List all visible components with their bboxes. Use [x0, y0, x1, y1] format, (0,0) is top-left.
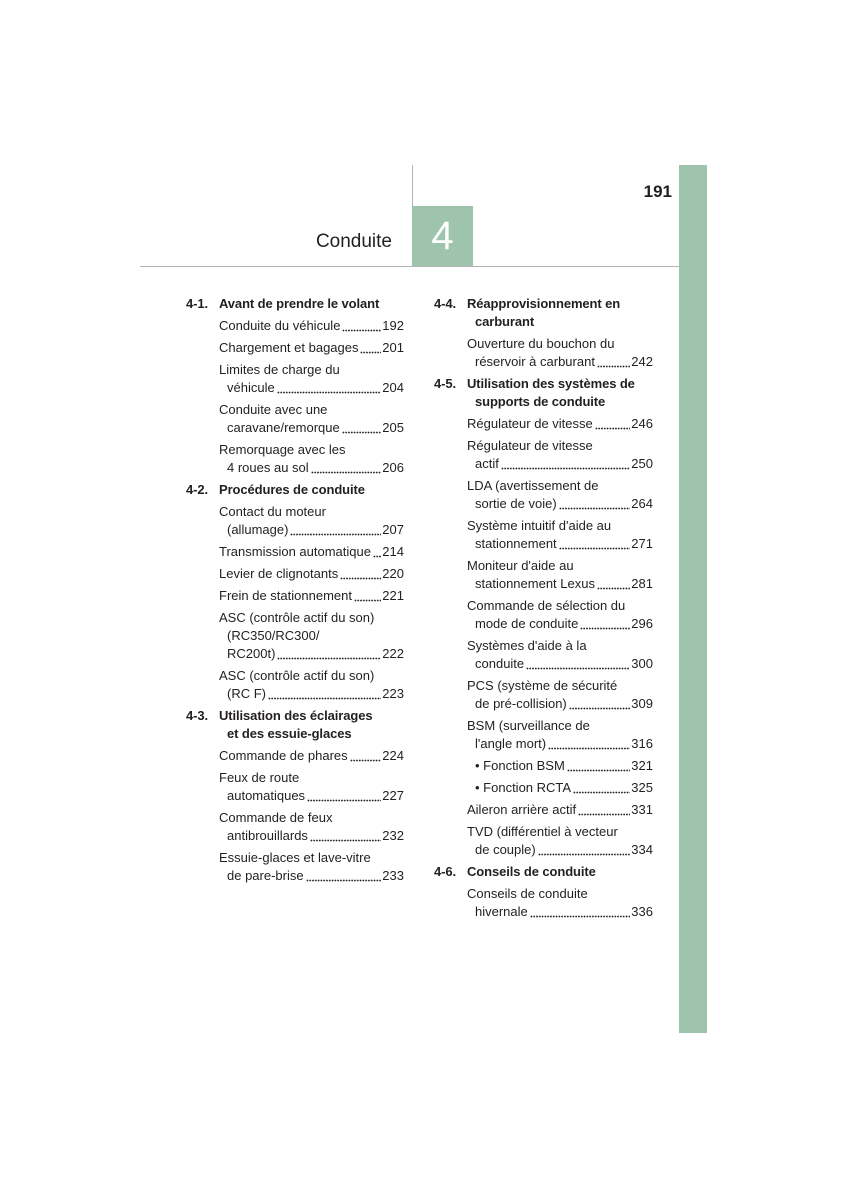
entry-lead-line: [467, 695, 653, 713]
section-title-line: carburant: [475, 314, 535, 329]
entry-lead-line: [219, 521, 404, 539]
section-title: [434, 375, 653, 411]
toc-section: [434, 295, 653, 371]
toc-entry: [434, 437, 653, 473]
entry-page-number: 204: [382, 380, 404, 395]
entry-page-number: 334: [631, 842, 653, 857]
entry-text: Frein de stationnement: [219, 588, 352, 603]
entry-page-number: 221: [382, 588, 404, 603]
leader-dots: [530, 903, 631, 921]
leader-dots: [340, 565, 381, 583]
chapter-divider-line: [412, 165, 413, 206]
section-heading: [186, 295, 404, 313]
leader-dots: [268, 685, 381, 703]
page-number: 191: [643, 182, 672, 201]
entry-lead-line: [467, 801, 653, 819]
entry-text: stationnement Lexus: [475, 576, 595, 591]
entry-text: Transmission automatique: [219, 544, 371, 559]
entry-text: sortie de voie): [475, 496, 557, 511]
entry-page-number: 264: [631, 496, 653, 511]
leader-dots: [310, 827, 381, 845]
toc-column-left: [186, 295, 404, 889]
chapter-thumb-tab: [679, 165, 707, 1033]
section-title: [186, 707, 404, 743]
entry-lead-line: [467, 841, 653, 859]
chapter-number-box: [412, 206, 473, 266]
toc-entry: [186, 587, 404, 605]
toc-entry: [434, 885, 653, 921]
entry-page-number: 233: [382, 868, 404, 883]
toc-entry: [186, 441, 404, 477]
entry-lead-line: [219, 747, 404, 765]
section-title-line: Utilisation des éclairages: [219, 708, 373, 723]
entry-text: Conduite avec une: [219, 402, 328, 417]
entry-lead-line: [467, 655, 653, 673]
toc-entry: [186, 747, 404, 765]
entry-text: Moniteur d'aide au: [467, 558, 574, 573]
entry-text: ASC (contrôle actif du son): [219, 668, 375, 683]
section-number: 4-1.: [186, 296, 209, 311]
entry-lead-line: [467, 455, 653, 473]
entry-lead-line: [219, 565, 404, 583]
entry-text: ASC (contrôle actif du son): [219, 610, 375, 625]
toc-entry: [186, 401, 404, 437]
entry-page-number: 321: [631, 758, 653, 773]
entry-text: Commande de sélection du: [467, 598, 626, 613]
entry-page-number: 281: [631, 576, 653, 591]
leader-dots: [580, 615, 630, 633]
entry-page-number: 224: [382, 748, 404, 763]
entry-text: Commande de feux: [219, 810, 333, 825]
entry-lead-line: [467, 535, 653, 553]
entry-lead-line: [219, 827, 404, 845]
toc-sub-entry: [434, 757, 653, 775]
section-title-line: supports de conduite: [475, 394, 606, 409]
leader-dots: [597, 575, 630, 593]
entry-text: Systèmes d'aide à la: [467, 638, 587, 653]
section-number: 4-5.: [434, 376, 457, 391]
entry-lead-line: [219, 459, 404, 477]
entry-text: véhicule: [227, 380, 275, 395]
toc-entry: [186, 667, 404, 703]
entry-text: Essuie-glaces et lave-vitre: [219, 850, 371, 865]
entry-lead-line: [467, 903, 653, 921]
chapter-title: Conduite: [315, 231, 392, 252]
section-title: [434, 863, 653, 881]
section-number: 4-2.: [186, 482, 209, 497]
entry-lead-line: [219, 419, 404, 437]
toc-entry: [186, 361, 404, 397]
entry-text: RC200t): [227, 646, 276, 661]
entry-text: Chargement et bagages: [219, 340, 359, 355]
entry-lead-line: [467, 575, 653, 593]
entry-text: Système intuitif d'aide au: [467, 518, 612, 533]
toc-section: [186, 481, 404, 703]
leader-dots: [290, 521, 381, 539]
entry-page-number: 250: [631, 456, 653, 471]
entry-page-number: 192: [382, 318, 404, 333]
leader-dots: [342, 317, 381, 335]
entry-text: réservoir à carburant: [475, 354, 595, 369]
entry-text: Remorquage avec les: [219, 442, 346, 457]
leader-dots: [548, 735, 630, 753]
entry-text: antibrouillards: [227, 828, 308, 843]
toc-column-right: [434, 295, 653, 925]
leader-dots: [354, 587, 381, 605]
section-heading: [434, 863, 653, 881]
toc-entry: [186, 849, 404, 885]
leader-dots: [559, 535, 631, 553]
section-heading: [186, 481, 404, 499]
entry-text: • Fonction RCTA: [475, 780, 572, 795]
entry-lead-line: [219, 685, 404, 703]
section-heading: [434, 375, 653, 411]
entry-page-number: 309: [631, 696, 653, 711]
entry-text: PCS (système de sécurité: [467, 678, 618, 693]
entry-lead-line: [467, 615, 653, 633]
entry-lead-line: [219, 317, 404, 335]
leader-dots: [573, 779, 630, 797]
entry-lead-line: [219, 787, 404, 805]
section-number: 4-4.: [434, 296, 457, 311]
entry-text: (allumage): [227, 522, 289, 537]
entry-text: l'angle mort): [475, 736, 547, 751]
entry-text: conduite: [475, 656, 525, 671]
leader-dots: [501, 455, 630, 473]
entry-text: de couple): [475, 842, 536, 857]
leader-dots: [578, 801, 630, 819]
leader-dots: [307, 787, 381, 805]
leader-dots: [306, 867, 382, 885]
leader-dots: [569, 695, 631, 713]
entry-page-number: 220: [382, 566, 404, 581]
entry-lead-line: [219, 587, 404, 605]
entry-text: 4 roues au sol: [227, 460, 309, 475]
section-number: 4-6.: [434, 864, 457, 879]
entry-text: automatiques: [227, 788, 306, 803]
entry-page-number: 300: [631, 656, 653, 671]
toc-entry: [434, 637, 653, 673]
toc-entry: [434, 801, 653, 819]
leader-dots: [567, 757, 630, 775]
entry-lead-line: [219, 339, 404, 357]
section-title-line: Avant de prendre le volant: [219, 296, 380, 311]
entry-text: Feux de route: [219, 770, 300, 785]
toc-section: [186, 295, 404, 477]
entry-page-number: 206: [382, 460, 404, 475]
entry-text: Régulateur de vitesse: [467, 416, 593, 431]
toc-entry: [186, 339, 404, 357]
section-number: 4-3.: [186, 708, 209, 723]
leader-dots: [350, 747, 382, 765]
entry-text: LDA (avertissement de: [467, 478, 599, 493]
entry-text: hivernale: [475, 904, 528, 919]
entry-page-number: 205: [382, 420, 404, 435]
toc-entry: [186, 543, 404, 561]
entry-page-number: 223: [382, 686, 404, 701]
entry-text: Commande de phares: [219, 748, 348, 763]
toc-entry: [434, 477, 653, 513]
entry-text: Limites de charge du: [219, 362, 340, 377]
entry-lead-line: [219, 543, 404, 561]
entry-page-number: 222: [382, 646, 404, 661]
section-title: [434, 295, 653, 331]
entry-text: Régulateur de vitesse: [467, 438, 593, 453]
entry-text: stationnement: [475, 536, 557, 551]
entry-text: Levier de clignotants: [219, 566, 339, 581]
chapter-number: 4: [431, 214, 454, 258]
leader-dots: [597, 353, 630, 371]
entry-lead-line: [467, 735, 653, 753]
entry-page-number: 242: [631, 354, 653, 369]
section-title-line: Conseils de conduite: [467, 864, 596, 879]
entry-text: (RC350/RC300/: [227, 628, 320, 643]
entry-lead-line: [219, 867, 404, 885]
entry-text: TVD (différentiel à vecteur: [467, 824, 618, 839]
leader-dots: [342, 419, 382, 437]
leader-dots: [559, 495, 631, 513]
leader-dots: [311, 459, 382, 477]
entry-page-number: 246: [631, 416, 653, 431]
header-rule: [140, 266, 679, 267]
entry-text: mode de conduite: [475, 616, 579, 631]
entry-lead-line: [219, 379, 404, 397]
entry-page-number: 325: [631, 780, 653, 795]
toc-entry: [434, 597, 653, 633]
entry-page-number: 201: [382, 340, 404, 355]
entry-text: de pré-collision): [475, 696, 567, 711]
entry-page-number: 214: [382, 544, 404, 559]
entry-text: Conduite du véhicule: [219, 318, 341, 333]
entry-page-number: 232: [382, 828, 404, 843]
section-title: [186, 295, 404, 313]
toc-entry: [186, 317, 404, 335]
entry-lead-line: [219, 645, 404, 663]
section-title-line: Réapprovisionnement en: [467, 296, 621, 311]
section-title: [186, 481, 404, 499]
toc-entry: [186, 503, 404, 539]
entry-text: • Fonction BSM: [475, 758, 565, 773]
entry-page-number: 207: [382, 522, 404, 537]
leader-dots: [360, 339, 381, 357]
toc-entry: [434, 415, 653, 433]
entry-page-number: 271: [631, 536, 653, 551]
entry-lead-line: [467, 779, 653, 797]
leader-dots: [373, 543, 381, 561]
section-title-line: Utilisation des systèmes de: [467, 376, 635, 391]
section-heading: [186, 707, 404, 743]
toc-sub-entry: [434, 779, 653, 797]
entry-page-number: 296: [631, 616, 653, 631]
entry-page-number: 316: [631, 736, 653, 751]
entry-lead-line: [467, 757, 653, 775]
toc-entry: [434, 557, 653, 593]
toc-entry: [434, 717, 653, 753]
toc-entry: [186, 809, 404, 845]
leader-dots: [538, 841, 631, 859]
entry-page-number: 227: [382, 788, 404, 803]
toc-entry: [434, 517, 653, 553]
entry-page-number: 336: [631, 904, 653, 919]
toc-section: [434, 375, 653, 859]
entry-text: caravane/remorque: [227, 420, 340, 435]
section-title-line: et des essuie-glaces: [227, 726, 352, 741]
leader-dots: [526, 655, 630, 673]
entry-text: Contact du moteur: [219, 504, 326, 519]
entry-text: de pare-brise: [227, 868, 304, 883]
toc-section: [186, 707, 404, 885]
leader-dots: [595, 415, 631, 433]
entry-page-number: 331: [631, 802, 653, 817]
entry-text: (RC F): [227, 686, 266, 701]
entry-text: Ouverture du bouchon du: [467, 336, 615, 351]
leader-dots: [277, 379, 382, 397]
toc-section: [434, 863, 653, 921]
entry-text: Aileron arrière actif: [467, 802, 577, 817]
toc-entry: [434, 677, 653, 713]
entry-lead-line: [467, 495, 653, 513]
entry-lead-line: [467, 415, 653, 433]
section-title-line: Procédures de conduite: [219, 482, 365, 497]
entry-text: Conseils de conduite: [467, 886, 588, 901]
entry-text: BSM (surveillance de: [467, 718, 590, 733]
leader-dots: [277, 645, 381, 663]
toc-entry: [186, 769, 404, 805]
entry-lead-line: [467, 353, 653, 371]
section-heading: [434, 295, 653, 331]
toc-entry: [186, 565, 404, 583]
entry-text: actif: [475, 456, 499, 471]
toc-entry: [434, 823, 653, 859]
toc-entry: [186, 609, 404, 663]
toc-entry: [434, 335, 653, 371]
